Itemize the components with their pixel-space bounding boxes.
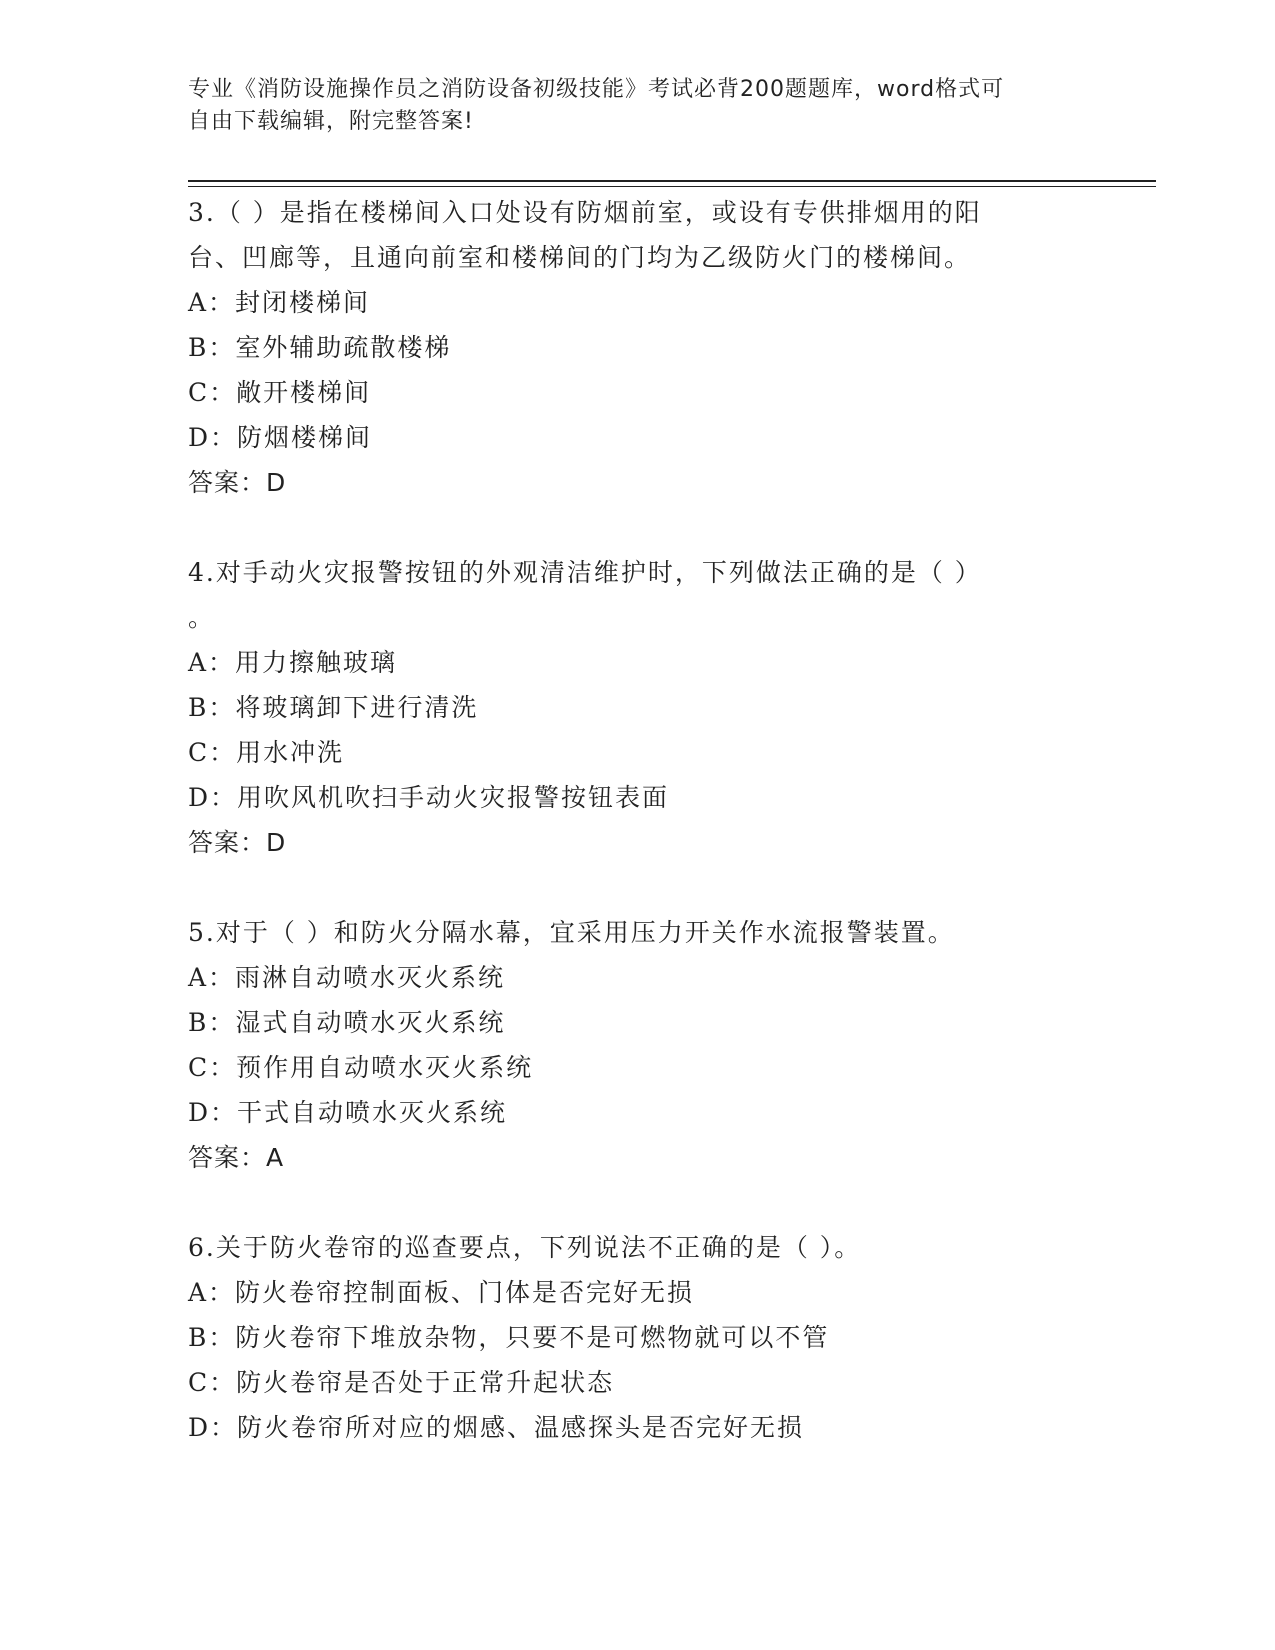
question-5 [188,910,1088,1180]
option-a: A：防火卷帘控制面板、门体是否完好无损 [188,1278,695,1307]
question-3 [188,190,1088,505]
option-b: B：将玻璃卸下进行清洗 [188,693,479,722]
question-stem-line: 6.关于防火卷帘的巡查要点，下列说法不正确的是（ ）。 [188,1233,862,1262]
option-c: C：用水冲洗 [188,738,345,767]
option-a: A：用力擦触玻璃 [188,648,398,677]
option-c: C：防火卷帘是否处于正常升起状态 [188,1368,615,1397]
question-stem-line: 台、凹廊等，且通向前室和楼梯间的门均为乙级防火门的楼梯间。 [188,243,972,272]
option-d: D：干式自动喷水灭火系统 [188,1098,508,1127]
question-stem-line: 3.（ ）是指在楼梯间入口处设有防烟前室，或设有专供排烟用的阳 [188,198,982,227]
option-d: D：防烟楼梯间 [188,423,373,452]
option-d: D：用吹风机吹扫手动火灾报警按钮表面 [188,783,670,812]
document-header [188,74,1068,138]
header-rule-thick [188,180,1156,182]
option-b: B：室外辅助疏散楼梯 [188,333,452,362]
question-list [188,190,1088,1450]
header-line-2: 自由下载编辑，附完整答案! [188,109,474,134]
option-c: C：敞开楼梯间 [188,378,372,407]
question-spacer [188,865,1088,910]
question-stem-line: 5.对于（ ）和防火分隔水幕，宜采用压力开关作水流报警装置。 [188,918,955,947]
question-spacer [188,1180,1088,1225]
question-stem-line: 4.对手动火灾报警按钮的外观清洁维护时，下列做法正确的是（ ） [188,558,982,587]
option-b: B：防火卷帘下堆放杂物，只要不是可燃物就可以不管 [188,1323,830,1352]
question-stem-line: 。 [188,603,216,632]
option-b: B：湿式自动喷水灭火系统 [188,1008,506,1037]
header-line-1: 专业《消防设施操作员之消防设备初级技能》考试必背200题题库，word格式可 [188,77,1005,102]
option-a: A：封闭楼梯间 [188,288,371,317]
answer: 答案：A [188,1143,285,1172]
question-4 [188,550,1088,865]
question-spacer [188,505,1088,550]
option-c: C：预作用自动喷水灭火系统 [188,1053,534,1082]
question-6 [188,1225,1088,1450]
option-a: A：雨淋自动喷水灭火系统 [188,963,506,992]
answer: 答案：D [188,468,287,497]
answer: 答案：D [188,828,287,857]
option-d: D：防火卷帘所对应的烟感、温感探头是否完好无损 [188,1413,805,1442]
header-rule-thin [188,186,1156,187]
